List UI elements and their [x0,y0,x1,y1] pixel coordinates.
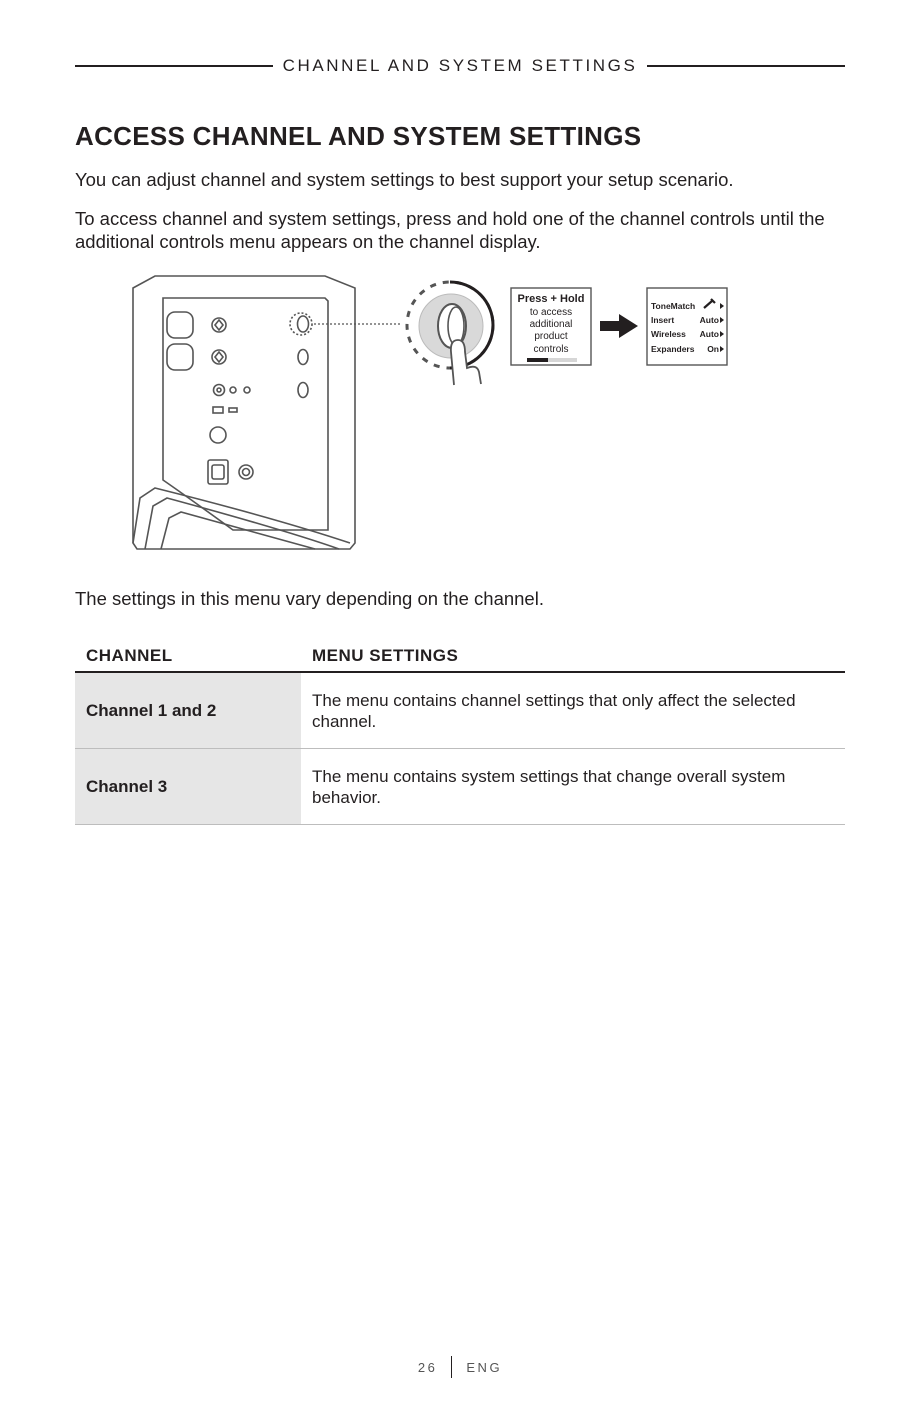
settings-table [75,640,845,825]
press-hold-line-2: additional [529,319,573,330]
press-hold-line-1: to access [529,307,573,318]
menu-item-tonematch-label: ToneMatch [651,301,696,311]
zoomed-knob [407,282,493,385]
press-hold-heading: Press + Hold [517,293,585,305]
table-row [75,673,845,749]
footer-divider [451,1356,452,1378]
channel-cell: Channel 1 and 2 [75,673,301,748]
menu-item-expanders-value: On [707,344,719,354]
section-header-label: CHANNEL AND SYSTEM SETTINGS [282,56,638,75]
section-header [75,54,845,78]
language-code: ENG [466,1359,503,1375]
menu-settings-cell: The menu contains channel settings that only affect the selected channel. [312,690,796,731]
bluetooth-button [210,427,226,443]
input-jack-2 [167,344,193,370]
intro-paragraph: You can adjust channel and system settings to best support your setup scenario. [75,169,734,190]
menu-item-wireless-label: Wireless [651,329,686,339]
menu-item-insert-value: Auto [699,315,719,325]
speaker-body-outline [133,276,355,549]
header-rule-right [647,65,845,67]
page-title: ACCESS CHANNEL AND SYSTEM SETTINGS [75,121,642,151]
press-hold-line-4: controls [533,344,569,355]
input-jack-1 [167,312,193,338]
arrow-right-icon [600,314,638,338]
power-inlet [208,460,228,484]
header-channel: CHANNEL [86,645,173,665]
page-number: 26 [417,1359,438,1375]
header-rule-left [75,65,273,67]
table-row [75,749,845,825]
menu-item-expanders-label: Expanders [651,344,695,354]
vary-paragraph: The settings in this menu vary depending on the channel. [75,588,544,609]
menu-item-wireless-value: Auto [699,329,719,339]
channel-cell: Channel 3 [75,749,301,824]
menu-settings-cell: The menu contains system settings that change overall system behavior. [312,766,786,807]
page-footer [0,1356,920,1378]
access-paragraph: To access channel and system settings, press and hold one of the channel controls until the additional controls menu appears on the channel display. [75,208,825,252]
menu-item-insert-label: Insert [651,315,675,325]
press-hold-line-3: product [534,331,568,342]
header-menu-settings: MENU SETTINGS [312,645,459,665]
speaker-illustration [125,268,745,558]
table-header-row [75,640,845,673]
speaker-panel [163,298,328,530]
power-button [239,465,253,479]
